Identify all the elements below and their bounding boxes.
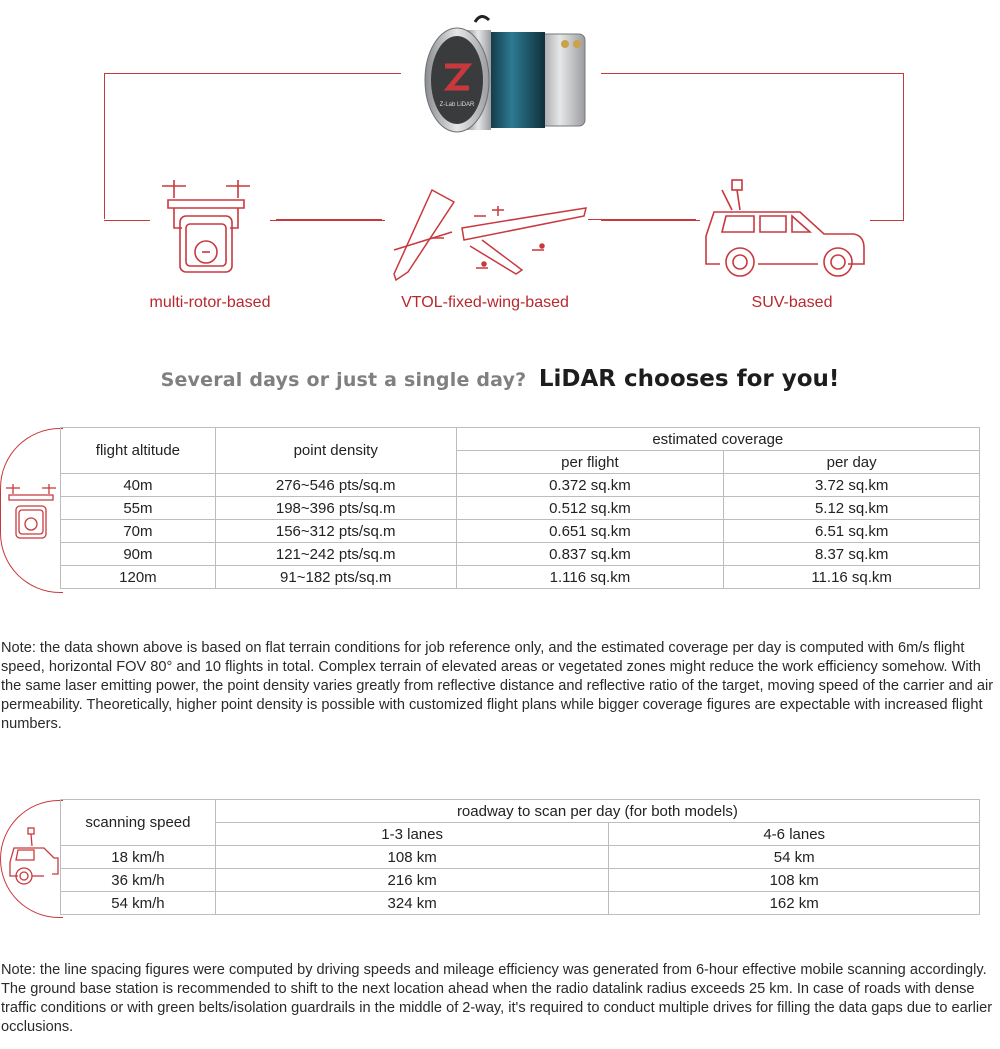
cell-lanes-4-6: 108 km (609, 869, 980, 892)
cell-speed: 54 km/h (61, 892, 216, 915)
roadway-note: Note: the line spacing figures were computed by driving speeds and mileage efficiency was generated from 6-hour effective mobile scanning accordingly. The ground base station is recommended to shift to the next location ahead when the radio datalink radius exceeds 25 km. In case of roads with dense traffic conditions or with green belts/isolation guardrails in the middle of 2-way, it's required to conduct multiple drives for filling the data gaps due to earlier occlusions. (1, 962, 993, 1035)
cell-speed: 18 km/h (61, 846, 216, 869)
connector-left (104, 73, 401, 221)
svg-text:Z-Lab LiDAR: Z-Lab LiDAR (439, 102, 475, 108)
multi-rotor-drone-icon (160, 176, 252, 276)
coverage-table (60, 427, 980, 589)
table-row (61, 543, 980, 566)
table-row (61, 846, 980, 869)
cell-per-day: 5.12 sq.km (724, 497, 980, 520)
header-estimated-coverage: estimated coverage (456, 428, 979, 451)
header-per-flight: per flight (456, 451, 724, 474)
cell-lanes-4-6: 54 km (609, 846, 980, 869)
cell-altitude: 40m (61, 474, 216, 497)
table-row (61, 520, 980, 543)
cell-altitude: 120m (61, 566, 216, 589)
cell-per-flight: 0.651 sq.km (456, 520, 724, 543)
cell-density: 91~182 pts/sq.m (215, 566, 456, 589)
lidar-device-icon (415, 14, 595, 138)
headline-question: Several days or just a single day? (160, 369, 527, 391)
cell-density: 198~396 pts/sq.m (215, 497, 456, 520)
headline-answer: LiDAR chooses for you! (538, 366, 840, 392)
cell-altitude: 90m (61, 543, 216, 566)
cell-altitude: 70m (61, 520, 216, 543)
table1-drone-icon (4, 482, 58, 540)
table-row (61, 566, 980, 589)
connector-mid-right (588, 219, 696, 220)
headline (0, 366, 1000, 392)
cell-lanes-1-3: 216 km (215, 869, 609, 892)
cell-per-day: 8.37 sq.km (724, 543, 980, 566)
header-flight-altitude: flight altitude (61, 428, 216, 474)
cell-lanes-1-3: 324 km (215, 892, 609, 915)
platform-label-multi-rotor: multi-rotor-based (149, 294, 271, 311)
cell-per-day: 3.72 sq.km (724, 474, 980, 497)
vtol-fixed-wing-icon (392, 188, 588, 286)
cell-per-flight: 0.837 sq.km (456, 543, 724, 566)
coverage-note: Note: the data shown above is based on flat terrain conditions for job reference only, and the estimated coverage per day is computed with 6m/s flight speed, horizontal FOV 80° and 10 flights in total. Complex terrain of elevated areas or vegetated zones might reduce the work efficiency somehow. With the same laser emitting power, the point density varies greatly from reflective distance and reflective ratio of the target, moving speed of the carrier and air permeability. Theoretically, higher point density is possible with customized flight plans while bigger coverage figures are expectable with increased flight numbers. (1, 640, 994, 732)
cell-per-day: 11.16 sq.km (724, 566, 980, 589)
cell-altitude: 55m (61, 497, 216, 520)
cell-lanes-4-6: 162 km (609, 892, 980, 915)
cell-density: 276~546 pts/sq.m (215, 474, 456, 497)
table-row (61, 474, 980, 497)
cell-per-flight: 0.512 sq.km (456, 497, 724, 520)
header-roadway: roadway to scan per day (for both models) (215, 800, 979, 823)
header-lanes-1-3: 1-3 lanes (215, 823, 609, 846)
cell-per-flight: 1.116 sq.km (456, 566, 724, 589)
cell-speed: 36 km/h (61, 869, 216, 892)
cell-density: 156~312 pts/sq.m (215, 520, 456, 543)
table2-suv-icon (6, 826, 60, 888)
cell-per-flight: 0.372 sq.km (456, 474, 724, 497)
suv-vehicle-icon (702, 176, 868, 280)
cell-lanes-1-3: 108 km (215, 846, 609, 869)
table-row (61, 497, 980, 520)
table-row (61, 869, 980, 892)
header-point-density: point density (215, 428, 456, 474)
cell-density: 121~242 pts/sq.m (215, 543, 456, 566)
header-scanning-speed: scanning speed (61, 800, 216, 846)
platform-label-suv: SUV-based (751, 294, 833, 311)
header-lanes-4-6: 4-6 lanes (609, 823, 980, 846)
cell-per-day: 6.51 sq.km (724, 520, 980, 543)
header-per-day: per day (724, 451, 980, 474)
table-row (61, 892, 980, 915)
connector-mid-left (276, 219, 382, 220)
roadway-table (60, 799, 980, 915)
platform-label-vtol: VTOL-fixed-wing-based (401, 294, 569, 311)
